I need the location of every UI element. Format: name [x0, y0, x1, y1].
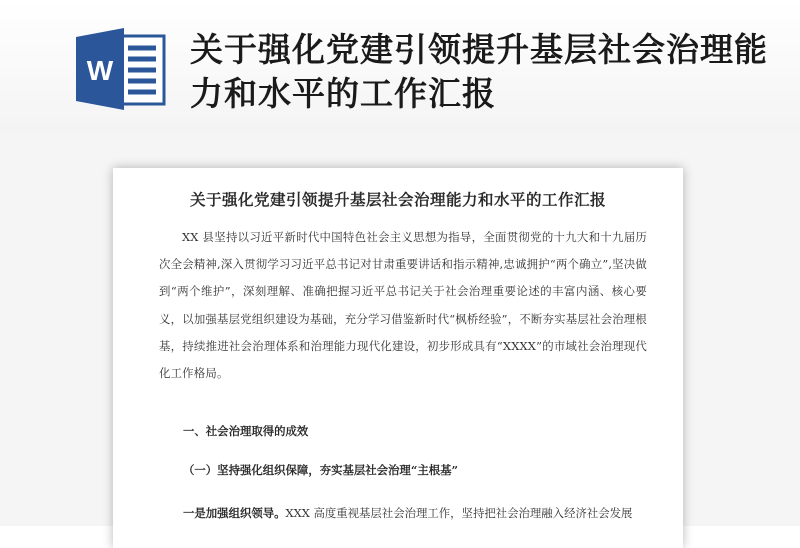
word-document-icon: [76, 28, 168, 110]
cover-title: 关于强化党建引领提升基层社会治理能力和水平的工作汇报: [190, 30, 768, 113]
body-paragraph: [183, 500, 653, 527]
svg-text:W: W: [86, 55, 114, 86]
intro-paragraph: XX 县坚持以习近平新时代中国特色社会主义思想为指导，全面贯彻党的十九大和十九届历次全会精神,深入贯彻学习习近平总书记对甘肃重要讲话和指示精神,忠诚拥护“两个确立”,坚决做到“两个维护”，深刻理解、准确把握习近平总书记关于社会治理重要论述的丰富内涵、核心要义，以加强基层党组织建设为基础，充分学习借鉴新时代“枫桥经验”，不断夯实基层社会治理根基，持续推进社会治理体系和治理能力现代化建设，初步形成具有“XXXX”的市域社会治理现代化工作格局。: [159, 230, 647, 381]
subsection-heading: （一）坚持强化组织保障，夯实基层社会治理“主根基”: [183, 463, 459, 477]
paragraph-lead: 一是加强组织领导。: [183, 506, 286, 520]
document-page: [113, 168, 683, 548]
cover-banner: [0, 0, 800, 132]
document-title: 关于强化党建引领提升基层社会治理能力和水平的工作汇报: [189, 190, 606, 209]
section-heading: 一、社会治理取得的成效: [183, 424, 309, 438]
paragraph-text: XXX 高度重视基层社会治理工作，坚持把社会治理融入经济社会发展: [285, 506, 633, 520]
